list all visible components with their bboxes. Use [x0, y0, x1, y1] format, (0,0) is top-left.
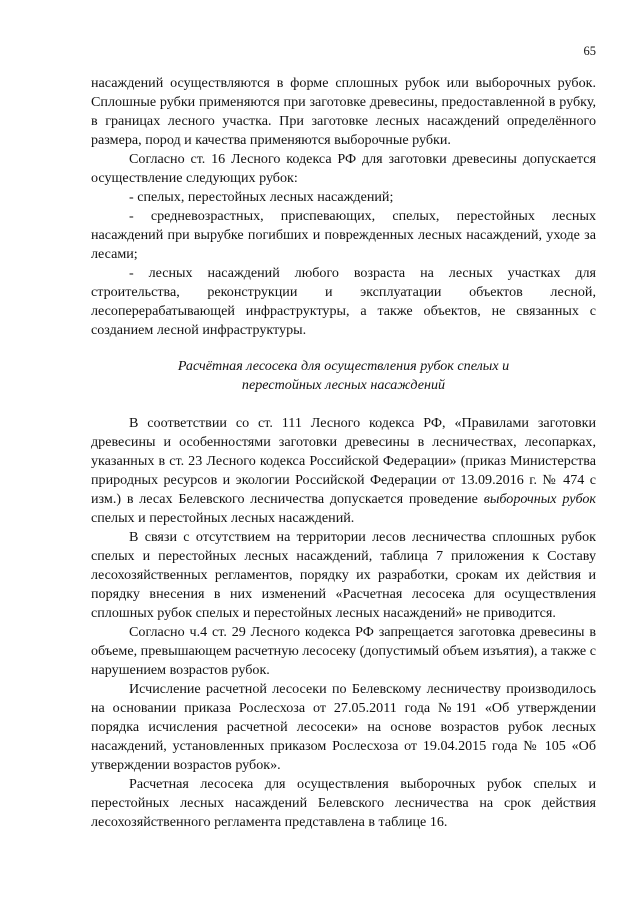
paragraph-table-7: В связи с отсутствием на территории лесов лесничества сплошных рубок спелых и перестойных лесных насаждений, таблица 7 приложения к Составу лесохозяйственных регламентов, порядку их разработки, срокам их действия и порядку внесения в них изменений «Расчетная лесосека для осуществления сплошных рубок спелых и перестойных лесных насаждений» не приводится.	[91, 529, 596, 621]
paragraph-calculation: Исчисление расчетной лесосеки по Белевскому лесничеству производилось на основании приказа Рослесхоза от 27.05.2011 года №191 «Об утверждении порядка исчисления расчетной лесосеки» на основе возрастов рубок лесных насаждений, установленных приказом Рослесхоза от 19.04.2015 года № 105 «Об утверждении возрастов рубок».	[91, 681, 596, 773]
section-heading	[91, 357, 596, 395]
paragraph-article-111-start: В соответствии со ст. 111 Лесного кодекса РФ, «Правилами заготовки древесины и особенностями заготовки древесины в лесничествах, лесопарках, указанных в ст. 23 Лесного кодекса Российской Федерации» (приказ Министерства природных ресурсов и экологии Российской Федерации от 13.09.2016 г. № 474 с изм.) в лесах Белевского лесничества допускается проведение	[91, 415, 596, 507]
paragraph-article-111-end: спелых и перестойных лесных насаждений.	[91, 510, 355, 526]
paragraph-cutting-forms: насаждений осуществляются в форме сплошных рубок или выборочных рубок. Сплошные рубки применяются при заготовке древесины, предоставленной в рубку, в границах лесного участка. При заготовке лесных насаждений определённого размера, пород и качества применяются выборочные рубки.	[91, 75, 596, 148]
list-item-any-age: - лесных насаждений любого возраста на лесных участках для строительства, реконструкции и эксплуатации объектов лесной, лесоперерабатывающей инфраструктуры, а также объектов, не связанных с созданием лесной инфраструктуры.	[91, 265, 596, 338]
paragraph-article-111	[91, 414, 596, 528]
selective-cutting-emphasis: выборочных рубок	[483, 491, 596, 507]
page-number: 65	[583, 44, 596, 58]
section-heading-line1: Расчётная лесосека для осуществления рубок спелых и	[177, 358, 510, 374]
section-heading-line2: перестойных лесных насаждений	[241, 377, 446, 393]
list-item-middle-aged: - средневозрастных, приспевающих, спелых, перестойных лесных насаждений при вырубке погибших и поврежденных лесных насаждений, уходе за лесами;	[91, 208, 596, 262]
body-text	[91, 74, 596, 832]
paragraph-article-16: Согласно ст. 16 Лесного кодекса РФ для заготовки древесины допускается осуществление следующих рубок:	[91, 151, 596, 186]
list-item-mature: - спелых, перестойных лесных насаждений;	[129, 189, 394, 205]
paragraph-table-16: Расчетная лесосека для осуществления выборочных рубок спелых и перестойных лесных насаждений Белевского лесничества на срок действия лесохозяйственного регламента представлена в таблице 16.	[91, 776, 596, 830]
paragraph-article-29: Согласно ч.4 ст. 29 Лесного кодекса РФ запрещается заготовка древесины в объеме, превышающем расчетную лесосеку (допустимый объем изъятия), а также с нарушением возрастов рубок.	[91, 624, 596, 678]
